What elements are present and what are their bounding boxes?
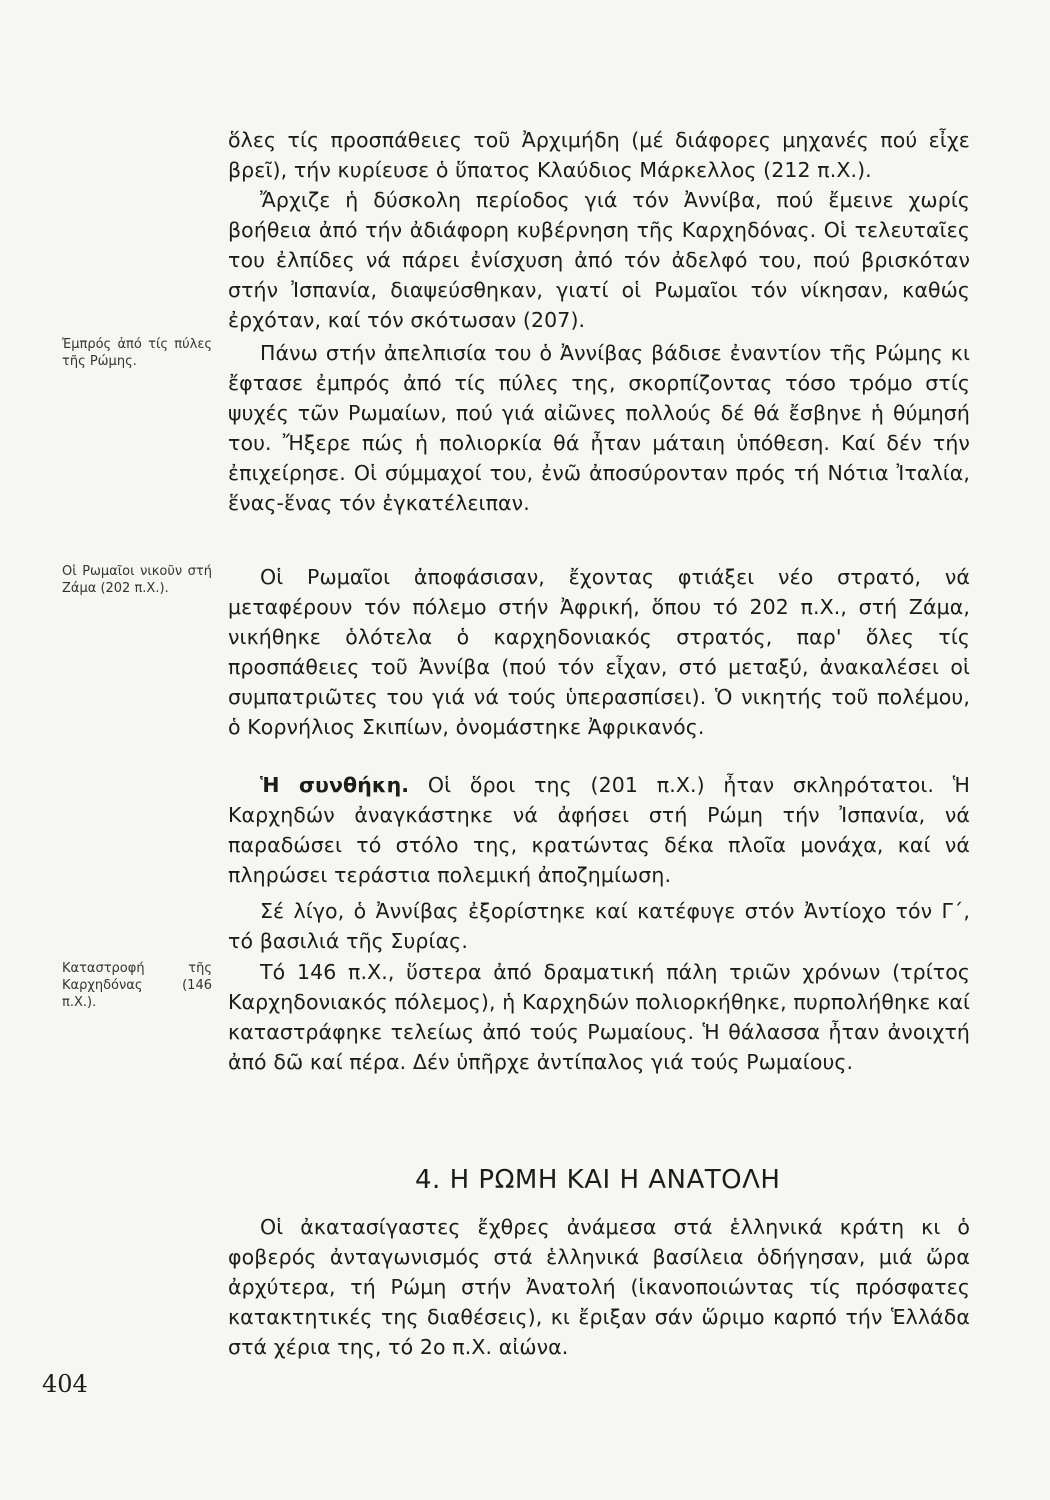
paragraph: Οἱ Ρωμαῖοι ἀποφάσισαν, ἔχοντας φτιάξει νέο στρατό, νά μεταφέρουν τόν πόλεμο στήν Ἀφρική, ὅπου τό 202 π.Χ., στή Ζάμα, νικήθηκε ὁλότελα ὁ καρχηδονιακός στρατός, παρ' ὅλες τίς προσπάθειες τοῦ Ἀννίβα (πού τόν εἶχαν, στό μεταξύ, ἀνακαλέσει οἱ συμπατριῶτες του γιά νά τούς ὑπερασπίσει). Ὁ νικητής τοῦ πολέμου, ὁ Κορνήλιος Σκιπίων, ὀνομάστηκε Ἀφρικανός. — [228, 565, 970, 739]
section-heading: 4. Η ΡΩΜΗ ΚΑΙ Η ΑΝΑΤΟΛΗ — [415, 1165, 781, 1195]
paragraph — [228, 770, 970, 890]
margin-note-carthage-destruction: Καταστροφή τῆς Καρχηδόνας (146 π.Χ.). — [62, 961, 212, 1010]
margin-note-zama: Οἱ Ρωμαῖοι νικοῦν στή Ζάμα (202 π.Χ.). — [62, 564, 212, 596]
text-block-archimedes — [228, 125, 970, 335]
paragraph: ὅλες τίς προσπάθειες τοῦ Ἀρχιμήδη (μέ διάφορες μηχανές πού εἶχε βρεῖ), τήν κυρίευσε ὁ ὕπατος Κλαύδιος Μάρκελλος (212 π.Χ.). — [228, 128, 970, 182]
text-block-treaty — [228, 770, 970, 956]
treaty-text: Οἱ ὅροι της (201 π.Χ.) ἦταν σκληρότατοι. Ἡ Καρχηδών ἀναγκάστηκε νά ἀφήσει στή Ρώμη τήν Ἰσπανία, νά παραδώσει τό στόλο της, κρατώντας δέκα πλοῖα μονάχα, καί νά πληρώσει τεράστια πολεμική ἀποζημίωση. — [228, 773, 970, 887]
text-block-gates — [228, 338, 970, 518]
text-block-east — [228, 1212, 970, 1362]
paragraph: Οἱ ἀκατασίγαστες ἔχθρες ἀνάμεσα στά ἑλληνικά κράτη κι ὁ φοβερός ἀνταγωνισμός στά ἑλληνικά βασίλεια ὁδήγησαν, μιά ὥρα ἀρχύτερα, τή Ρώμη στήν Ἀνατολή (ἱκανοποιώντας τίς πρόσφατες κατακτητικές της διαθέσεις), κι ἔριξαν σάν ὥριμο καρπό τήν Ἑλλάδα στά χέρια της, τό 2ο π.Χ. αἰώνα. — [228, 1215, 970, 1359]
text-block-zama — [228, 562, 970, 742]
margin-note-gates-of-rome: Ἐμπρός ἀπό τίς πύλες τῆς Ρώμης. — [62, 337, 212, 369]
treaty-heading: Ἡ συνθήκη. — [260, 773, 410, 797]
paragraph: Ἄρχιζε ἡ δύσκολη περίοδος γιά τόν Ἀννίβα, πού ἔμεινε χωρίς βοήθεια ἀπό τήν ἀδιάφορη κυβέρνηση τῆς Καρχηδόνας. Οἱ τελευταῖες του ἐλπίδες νά πάρει ἐνίσχυση ἀπό τόν ἀδελφό του, πού βρισκόταν στήν Ἰσπανία, διαψεύσθηκαν, γιατί οἱ Ρωμαῖοι τόν νίκησαν, καθώς ἐρχόταν, καί τόν σκότωσαν (207). — [228, 188, 970, 332]
page-number: 404 — [42, 1370, 88, 1398]
text-block-destruction — [228, 957, 970, 1077]
paragraph: Πάνω στήν ἀπελπισία του ὁ Ἀννίβας βάδισε ἐναντίον τῆς Ρώμης κι ἔφτασε ἐμπρός ἀπό τίς πύλες της, σκορπίζοντας τόσο τρόμο στίς ψυχές τῶν Ρωμαίων, πού γιά αἰῶνες πολλούς δέ θά ἔσβηνε ἡ θύμησή του. Ἤξερε πώς ἡ πολιορκία θά ἦταν μάταιη ὑπόθεση. Καί δέν τήν ἐπιχείρησε. Οἱ σύμμαχοί του, ἐνῶ ἀποσύρονταν πρός τή Νότια Ἰταλία, ἕνας-ἕνας τόν ἐγκατέλειπαν. — [228, 341, 970, 515]
paragraph: Τό 146 π.Χ., ὕστερα ἀπό δραματική πάλη τριῶν χρόνων (τρίτος Καρχηδονιακός πόλεμος), ἡ Καρχηδών πολιορκήθηκε, πυρπολήθηκε καί καταστράφηκε τελείως ἀπό τούς Ρωμαίους. Ἡ θάλασσα ἦταν ἀνοιχτή ἀπό δῶ καί πέρα. Δέν ὑπῆρχε ἀντίπαλος γιά τούς Ρωμαίους. — [228, 960, 970, 1074]
paragraph: Σέ λίγο, ὁ Ἀννίβας ἐξορίστηκε καί κατέφυγε στόν Ἀντίοχο τόν Γ΄, τό βασιλιά τῆς Συρίας. — [228, 899, 970, 953]
